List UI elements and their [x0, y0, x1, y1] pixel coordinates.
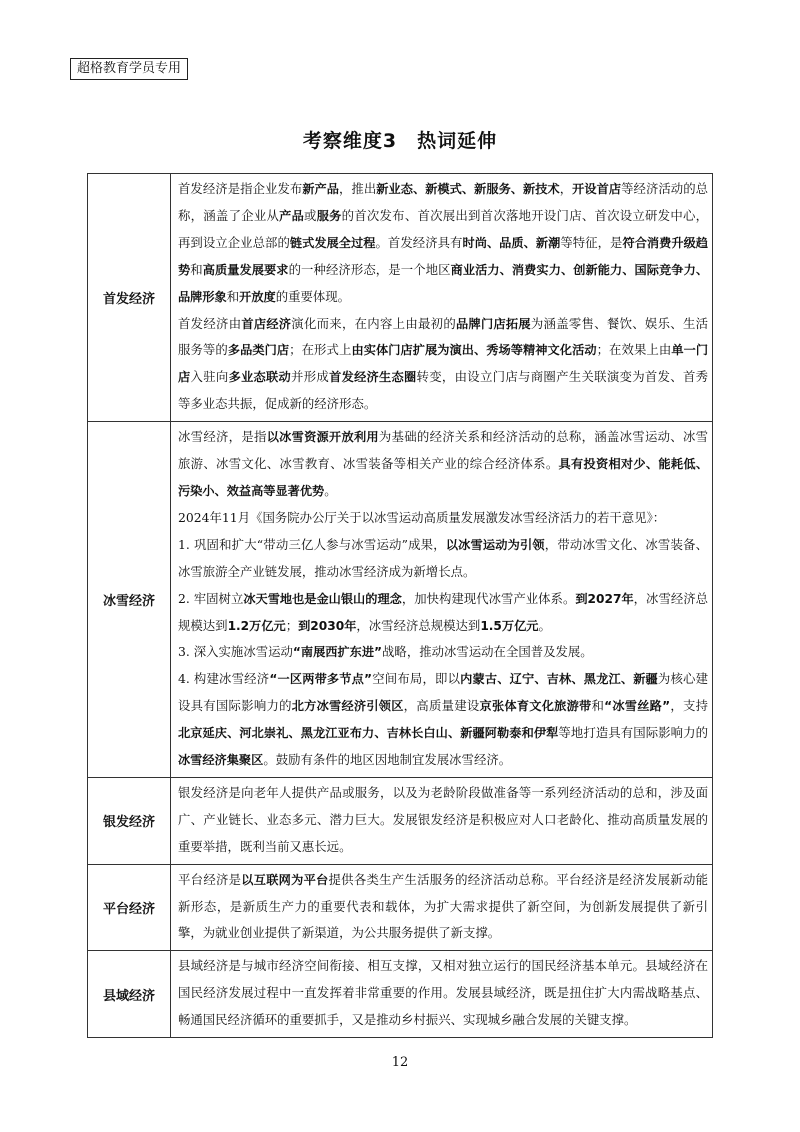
bold-text-segment: 多业态联动: [228, 370, 292, 385]
bold-text-segment: 链式发展全过程: [289, 235, 376, 250]
bold-text-segment: 服务: [316, 208, 342, 223]
bold-text-segment: 北京延庆、河北崇礼、黑龙江亚布力、吉林长白山、新疆阿勒泰和伊犁: [178, 726, 559, 741]
text-segment: 1. 巩固和扩大“带动三亿人参与冰雪运动”成果，: [178, 536, 446, 552]
text-segment: ，高质量建设: [403, 698, 480, 714]
definition-cell: [171, 864, 713, 951]
text-segment: ，推出: [339, 181, 377, 196]
bold-text-segment: 单一门店: [178, 343, 709, 385]
hot-terms-table: [87, 173, 713, 1038]
text-segment: ；在形式上: [289, 342, 352, 358]
bold-text-segment: 冰天雪地也是金山银山的理念: [243, 591, 402, 606]
text-segment: 3. 深入实施冰雪运动: [178, 644, 293, 660]
text-segment: 首发经济是指企业发布: [178, 181, 303, 196]
text-segment: ，冰雪经济总规模达到: [178, 590, 709, 633]
bold-text-segment: “一区两带多节点”: [269, 672, 373, 687]
bold-text-segment: 开放度: [239, 289, 276, 304]
definition-paragraph: [178, 311, 708, 419]
text-segment: 4. 构建冰雪经济: [178, 671, 270, 687]
text-segment: 战略，推动冰雪运动在全国普及发展。: [382, 644, 593, 660]
definition-paragraph: [178, 176, 708, 311]
bold-text-segment: 产品: [279, 208, 305, 223]
text-segment: ，加快构建现代冰雪产业体系。: [401, 590, 576, 606]
text-segment: 等特征，是: [560, 234, 623, 250]
definition-paragraph: [178, 867, 708, 948]
text-segment: ，支持: [670, 698, 709, 714]
bold-text-segment: 首发经济生态圈: [329, 370, 417, 385]
bold-text-segment: 开设首店: [572, 182, 622, 196]
bold-text-segment: 以冰雪资源开放利用: [266, 430, 379, 445]
bold-text-segment: 到2027年: [575, 591, 634, 606]
bold-text-segment: 北方冰雪经济引领区: [291, 699, 404, 714]
definition-cell: [171, 174, 713, 422]
term-cell: 银发经济: [88, 777, 171, 864]
bold-text-segment: 高质量发展要求: [202, 262, 289, 277]
page-number: 12: [391, 1055, 409, 1070]
text-segment: 和: [591, 698, 605, 714]
text-segment: 首发经济由: [178, 315, 242, 331]
text-segment: 提供各类生产生活服务的经济活动总称。平台经济是经济发展新动能新形态，是新质生产力的重要代表和载体，为扩大需求提供了新空间，为创新发展提供了新引擎，为就业创业提供了新渠道，为公共服务提供了新支撑。: [178, 871, 709, 941]
text-segment: 为涵盖零售、餐饮、娱乐、生活服务等的: [178, 315, 709, 358]
term-cell: 县域经济: [88, 951, 171, 1038]
text-segment: 和: [190, 261, 203, 277]
text-segment: 和: [226, 288, 240, 304]
text-segment: 冰雪经济，是指: [178, 429, 267, 445]
text-segment: 转变，由设立门店与商圈产生关联演变为首发、首秀等多业态共振，促成新的经济形态。: [178, 369, 709, 412]
text-segment: 等地打造具有国际影响力的: [558, 725, 709, 741]
text-segment: 2. 牢固树立: [178, 590, 244, 606]
page-title: 考察维度3 热词延伸: [302, 130, 498, 152]
bold-text-segment: 到2030年: [298, 618, 357, 633]
table-row: [88, 777, 713, 864]
text-segment: 县域经济是与城市经济空间衔接、相互支撑，又相对独立运行的国民经济基本单元。县域经济在国民经济发展过程中一直发挥着非常重要的作用。发展县域经济，既是扭住扩大内需战略基点、畅通国民经济循环的重要抓手，又是推动乡村振兴、实现城乡融合发展的关键支撑。: [178, 958, 708, 1028]
text-segment: 2024年11月《国务院办公厅关于以冰雪运动高质量发展激发冰雪经济活力的若干意见》：: [178, 509, 666, 525]
bold-text-segment: 新业态、新模式、新服务、新技术: [376, 182, 560, 196]
bold-text-segment: 品牌门店拓展: [456, 316, 531, 331]
bold-text-segment: 多品类门店: [227, 343, 290, 358]
bold-text-segment: “冰雪丝路”: [604, 699, 671, 714]
text-segment: 平台经济是: [178, 871, 242, 887]
text-segment: ，带动冰雪文化、冰雪装备、冰雪旅游全产业链发展，推动冰雪经济成为新增长点。: [178, 536, 709, 579]
text-segment: 入驻向: [190, 369, 229, 385]
text-segment: 并形成: [291, 369, 330, 385]
bold-text-segment: 具有投资相对少、能耗低、污染小、效益高等显著优势: [178, 457, 709, 498]
definition-cell: [171, 951, 713, 1038]
definition-paragraph: [178, 505, 708, 532]
table-row: [88, 422, 713, 778]
text-segment: 的首次发布、首次展出到首次落地开设门店、首次设立研发中心，再到设立企业总部的: [178, 207, 709, 250]
bold-text-segment: 时尚、品质、新潮: [462, 235, 561, 250]
watermark-stamp: 超格教育学员专用: [70, 58, 188, 80]
bold-text-segment: 商业活力、消费实力、创新能力、国际竞争力、品牌形象: [178, 262, 709, 304]
bold-text-segment: 符合消费升级趋势: [178, 235, 709, 277]
text-segment: 空间布局，即以: [372, 671, 461, 687]
bold-text-segment: 由实体门店扩展为演出、秀场等精神文化活动: [351, 343, 597, 358]
text-segment: 。: [538, 617, 551, 633]
definition-paragraph: [178, 666, 708, 774]
definition-cell: [171, 422, 713, 778]
table-row: [88, 951, 713, 1038]
text-segment: 为基础的经济关系和经济活动的总称，涵盖冰雪运动、冰雪旅游、冰雪文化、冰雪教育、冰雪装备等相关产业的综合经济体系。: [178, 429, 709, 472]
term-cell: 平台经济: [88, 864, 171, 951]
definition-paragraph: [178, 953, 708, 1034]
bold-text-segment: 以互联网为平台: [241, 872, 329, 887]
text-segment: 等经济活动的总称，涵盖了企业从: [178, 181, 709, 223]
bold-text-segment: 1.5万亿元: [480, 618, 539, 633]
bold-text-segment: 冰雪经济集聚区: [178, 753, 264, 768]
text-segment: ，冰雪经济总规模达到: [356, 617, 481, 633]
text-segment: ，: [559, 181, 573, 196]
text-segment: 或: [304, 207, 317, 223]
definition-paragraph: [178, 586, 708, 640]
text-segment: 的重要体现。: [275, 288, 351, 304]
table-row: [88, 864, 713, 951]
bold-text-segment: 首店经济: [241, 316, 292, 331]
definition-paragraph: [178, 639, 708, 666]
text-segment: 银发经济是向老年人提供产品或服务，以及为老龄阶段做准备等一系列经济活动的总和，涉及面广、产业链长、业态多元、潜力巨大。发展银发经济是积极应对人口老龄化、推动高质量发展的重要举措，既利当前又惠长远。: [178, 784, 708, 854]
text-segment: 演化而来，在内容上由最初的: [291, 315, 457, 331]
text-segment: 。鼓励有条件的地区因地制宜发展冰雪经济。: [263, 752, 512, 768]
term-cell: 首发经济: [88, 174, 171, 422]
bold-text-segment: 以冰雪运动为引领: [445, 537, 545, 552]
bold-text-segment: “南展西扩东进”: [292, 645, 383, 660]
definition-cell: [171, 777, 713, 864]
text-segment: ；在效果上由: [596, 342, 672, 358]
bold-text-segment: 新产品: [302, 182, 339, 196]
bold-text-segment: 1.2万亿元: [227, 618, 286, 633]
definition-paragraph: [178, 780, 708, 861]
text-segment: 为核心建设具有国际影响力的: [178, 671, 709, 714]
bold-text-segment: 内蒙古、辽宁、吉林、黑龙江、新疆: [460, 672, 658, 687]
text-segment: 的一种经济形态，是一个地区: [288, 261, 451, 277]
text-segment: 。首发经济具有: [375, 234, 463, 250]
bold-text-segment: 京张体育文化旅游带: [479, 699, 592, 714]
text-segment: 。: [324, 482, 337, 498]
definition-paragraph: [178, 532, 708, 586]
definition-paragraph: [178, 424, 708, 505]
text-segment: ；: [285, 617, 299, 633]
term-cell: 冰雪经济: [88, 422, 171, 778]
table-row: [88, 174, 713, 422]
